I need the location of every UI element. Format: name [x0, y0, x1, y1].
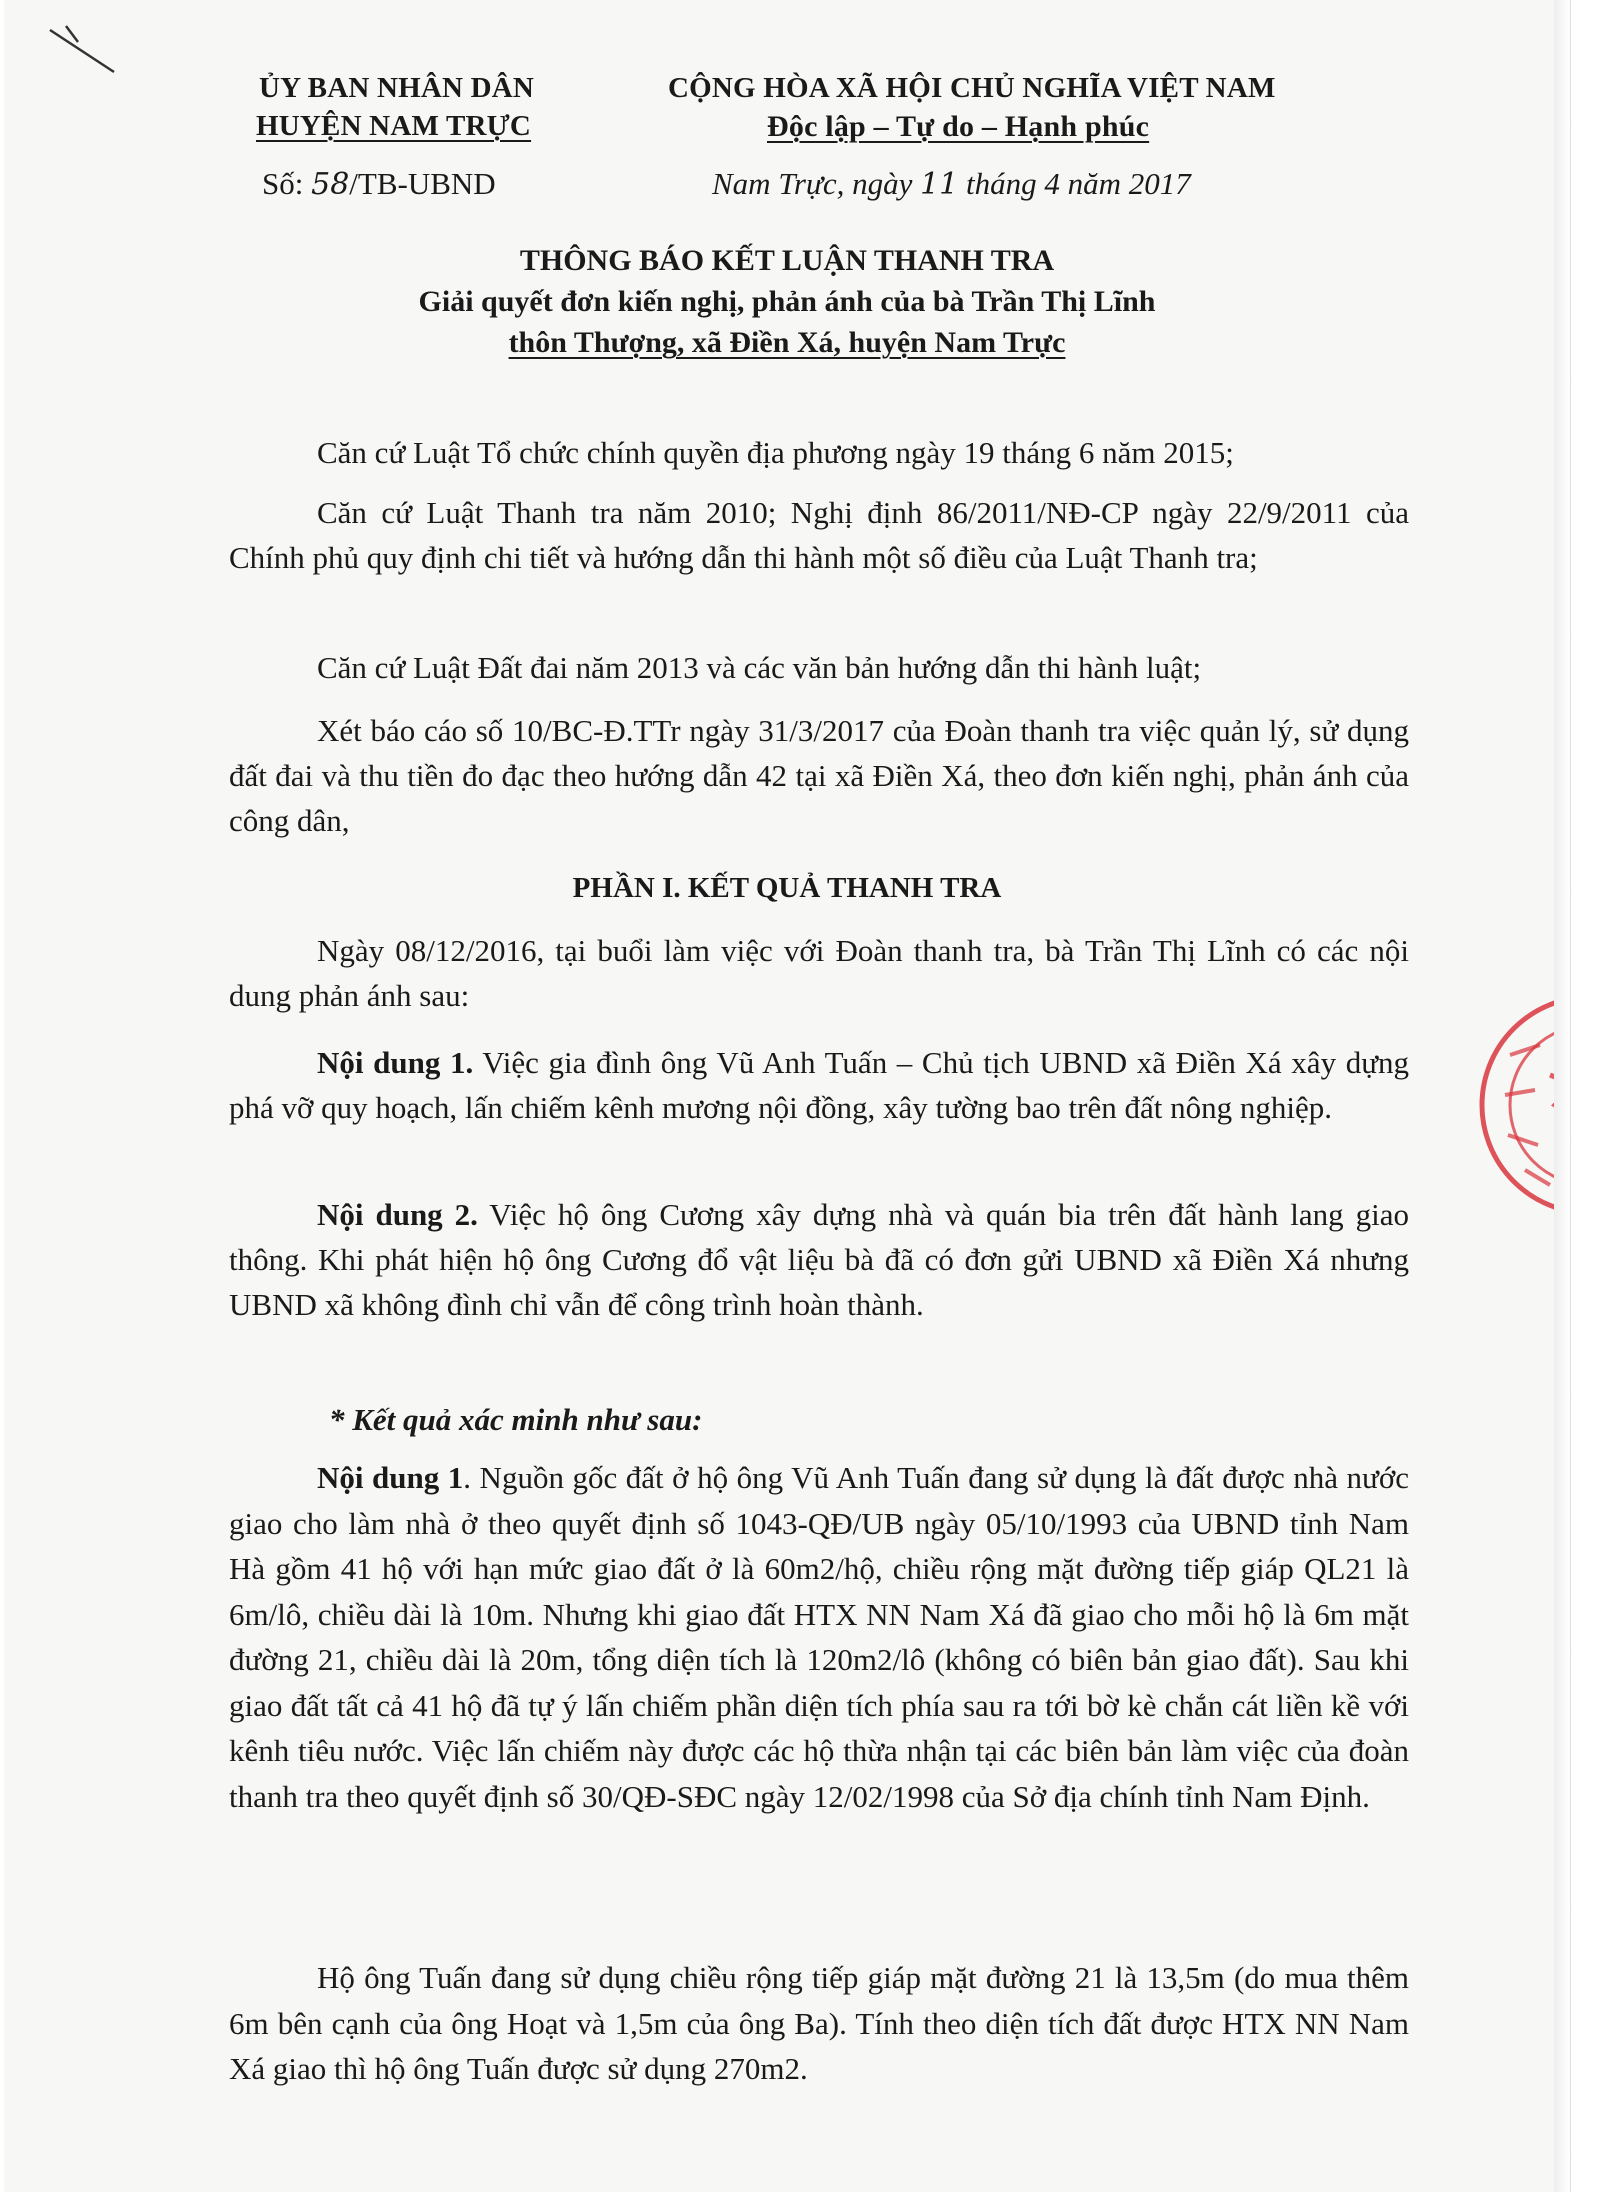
document-page	[4, 0, 1571, 2192]
basis-paragraph-3: Căn cứ Luật Đất đai năm 2013 và các văn bản hướng dẫn thi hành luật;	[317, 650, 1202, 685]
result-heading: * Kết quả xác minh như sau:	[329, 1402, 703, 1437]
handwritten-day: 11	[920, 167, 959, 202]
document-subtitle-1: Giải quyết đơn kiến nghị, phản ánh của bà Trần Thị Lĩnh	[418, 285, 1156, 318]
result-item-1: Nội dung 1. Nguồn gốc đất ở hộ ông Vũ Anh Tuấn đang sử dụng là đất được nhà nước giao cho làm nhà ở theo quyết định số 1043-QĐ/UB ngày 05/10/1993 của UBND tỉnh Nam Hà gồm 41 hộ với hạn mức giao đất ở là 60m2/hộ, chiều rộng mặt đường tiếp giáp QL21 là 6m/lô, chiều dài là 10m. Nhưng khi giao đất HTX NN Nam Xá đã giao cho mỗi hộ là 6m mặt đường 21, chiều dài là 20m, tổng diện tích là 120m2/lô (không có biên bản giao đất). Sau khi giao đất tất cả 41 hộ đã tự ý lấn chiếm phần diện tích phía sau ra tới bờ kè chắn cát liền kề với kênh tiêu nước. Việc lấn chiếm này được các hộ thừa nhận tại các biên bản làm việc của đoàn thanh tra theo quyết định số 30/QĐ-SĐC ngày 12/02/1998 của Sở địa chính tỉnh Nam Định.	[229, 1460, 1409, 1814]
agency-district: HUYỆN NAM TRỰC	[256, 110, 532, 142]
page-edge	[1554, 0, 1570, 2192]
handwritten-number: 58	[311, 167, 350, 202]
basis-paragraph-2: Căn cứ Luật Thanh tra năm 2010; Nghị định 86/2011/NĐ-CP ngày 22/9/2011 của Chính phủ quy định chi tiết và hướng dẫn thi hành một số điều của Luật Thanh tra;	[229, 495, 1409, 575]
basis-paragraph-4: Xét báo cáo số 10/BC-Đ.TTr ngày 31/3/2017 của Đoàn thanh tra việc quản lý, sử dụng đất đai và thu tiền đo đạc theo hướng dẫn 42 tại xã Điền Xá, theo đơn kiến nghị, phản ánh của công dân,	[229, 713, 1409, 838]
agency-name: ỦY BAN NHÂN DÂN	[259, 72, 535, 104]
complaint-item-1: Nội dung 1. Việc gia đình ông Vũ Anh Tuấn – Chủ tịch UBND xã Điền Xá xây dựng phá vỡ quy hoạch, lấn chiếm kênh mương nội đồng, xây tường bao trên đất nông nghiệp.	[229, 1045, 1409, 1125]
intro-paragraph: Ngày 08/12/2016, tại buổi làm việc với Đoàn thanh tra, bà Trần Thị Lĩnh có các nội dung phản ánh sau:	[229, 933, 1409, 1013]
document-subtitle-2: thôn Thượng, xã Điền Xá, huyện Nam Trực	[508, 326, 1066, 359]
basis-paragraph-1: Căn cứ Luật Tổ chức chính quyền địa phương ngày 19 tháng 6 năm 2015;	[317, 435, 1234, 470]
document-date: Nam Trực, ngày 11 tháng 4 năm 2017	[712, 166, 1191, 202]
document-title: THÔNG BÁO KẾT LUẬN THANH TRA	[519, 244, 1055, 277]
result-item-2: Hộ ông Tuấn đang sử dụng chiều rộng tiếp giáp mặt đường 21 là 13,5m (do mua thêm 6m bên cạnh của ông Hoạt và 1,5m của ông Ba). Tính theo diện tích đất được HTX NN Nam Xá giao thì hộ ông Tuấn được sử dụng 270m2.	[229, 1960, 1409, 2086]
red-official-seal-icon	[1450, 985, 1571, 1225]
document-number: Số: 58/TB-UBND	[262, 166, 496, 202]
section-heading: PHẦN I. KẾT QUẢ THANH TRA	[572, 872, 1002, 904]
complaint-item-2: Nội dung 2. Việc hộ ông Cương xây dựng nhà và quán bia trên đất hành lang giao thông. Khi phát hiện hộ ông Cương đổ vật liệu bà đã có đơn gửi UBND xã Điền Xá nhưng UBND xã không đình chỉ vẫn để công trình hoàn thành.	[229, 1197, 1409, 1322]
national-motto: Độc lập – Tự do – Hạnh phúc	[767, 110, 1150, 143]
pen-mark-icon	[44, 20, 124, 80]
national-title: CỘNG HÒA XÃ HỘI CHỦ NGHĨA VIỆT NAM	[668, 72, 1276, 104]
